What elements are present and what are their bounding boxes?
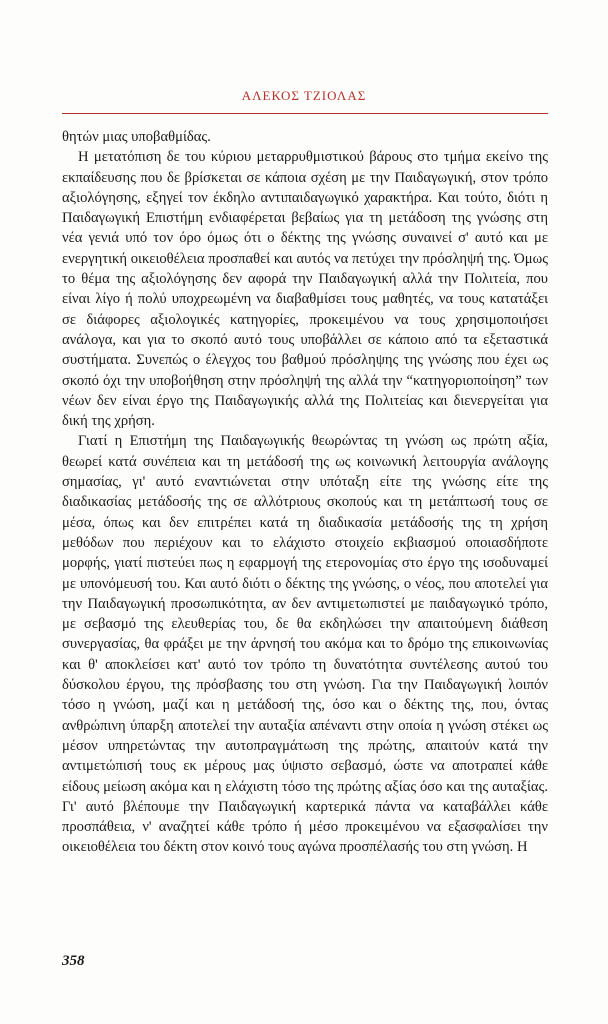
paragraph: Γιατί η Επιστήμη της Παιδαγωγικής θεωρώντας τη γνώση ως πρώτη αξία, θεωρεί κατά συνέπεια και τη μετάδοσή της ως κοινωνική λειτουργία ανάλογης σημασίας, γι' αυτό εναντιώνεται στην υπόταξη είτε της γνώσης είτε της διαδικασίας μετάδοσής της σε αλλότριους σκοπούς και τη μετάπτωσή τους σε μέσα, όπως και δεν επιτρέπει κατά τη διαδικασία μετάδοσής της τη χρήση μεθόδων που περιέχουν και το ελάχιστο στοιχείο εκβιασμού οποιασδήποτε μορφής, γιατί πιστεύει πως η εφαρμογή της ετερονομίας στο έργο της ισοδυναμεί με υπονόμευσή του. Και αυτό διότι ο δέκτης της γνώσης, ο νέος, που αποτελεί για την Παιδαγωγική προσωπικότητα, αν δεν αντιμετωπιστεί με παιδαγωγικό τρόπο, με σεβασμό της ελευθερίας του, δε θα εκδηλώσει την απαιτούμενη διάθεση συνεργασίας, θα φράξει με την άρνησή του ακόμα και το δρόμο της επικοινωνίας και θ' αποκλείσει κατ' αυτό τον τρόπο τη δυνατότητα συντέλεσης αυτού του δύσκολου έργου, της πρόσβασης του στη γνώση. Για την Παιδαγωγική λοιπόν τόσο η γνώση, μαζί και η μετάδοσή της, όσο και ο δέκτης της, που, όντας ανθρώπινη ύπαρξη αποτελεί την αυταξία απέναντι στην οποία η γνώση στέκει ως μέσον υπηρετώντας την αυτοπραγμάτωση της πρώτης, απαιτούν κατά την αντιμετώπισή τους εκ μέρους μας ύψιστο σεβασμό, ώστε να αποτραπεί κάθε είδους μείωση ακόμα και η ελάχιστη τόσο της πρώτης αξίας όσο και της αυταξίας. Γι' αυτό βλέπουμε την Παιδαγωγική καρτερικά πάντα να καταβάλλει κάθε προσπάθεια, ν' αναζητεί κάθε τρόπο ή μέσο προκειμένου να εξασφαλίσει την οικειοθέλεια του δέκτη στον κοινό τους αγώνα προσπέλασής του στη γνώση. Η [62,433,548,856]
paragraph: Η μετατόπιση δε του κύριου μεταρρυθμιστικού βάρους στο τμήμα εκείνο της εκπαίδευσης που δε βρίσκεται σε κάποια σχέση με την Παιδαγωγική, στον τρόπο αξιολόγησης, εξηγεί τον έκδηλο αντιπαιδαγωγικό χαρακτήρα. Και τούτο, διότι η Παιδαγωγική Επιστήμη ενδιαφέρεται βεβαίως για τη μετάδοση της γνώσης στη νέα γενιά υπό τον όρο όμως ότι ο δέκτης της γνώσης συναινεί σ' αυτό και με ενεργητική οικειοθέλεια προσπαθεί και αυτός να πετύχει την πρόσληψή της. Όμως το θέμα της αξιολόγησης δεν αφορά την Παιδαγωγική αλλά την Πολιτεία, που είναι λίγο ή πολύ υποχρεωμένη να διαβαθμίσει τους μαθητές, να τους κατατάξει σε διάφορες αξιολογικές κατηγορίες, προκειμένου να τους χρησιμοποιήσει ανάλογα, και για το σκοπό αυτό τους υποβάλλει σε κάποιο από τα εξεταστικά συστήματα. Συνεπώς ο έλεγχος του βαθμού πρόσληψης της γνώσης που έχει ως σκοπό όχι την υποβοήθηση στην πρόσληψή της αλλά την “κατηγοριοποίηση” των νέων δεν είναι έργο της Παιδαγωγικής αλλά της Πολιτείας και διενεργείται για δική της χρήση. [62,149,548,430]
paragraph-continuation: θητών μιας υποβαθμίδας. [62,129,211,145]
header-rule [62,113,548,114]
page-number: 358 [62,953,85,969]
running-header-author: ΑΛΕΚΟΣ ΤΖΙΟΛΑΣ [241,88,367,103]
body-text [62,127,548,858]
